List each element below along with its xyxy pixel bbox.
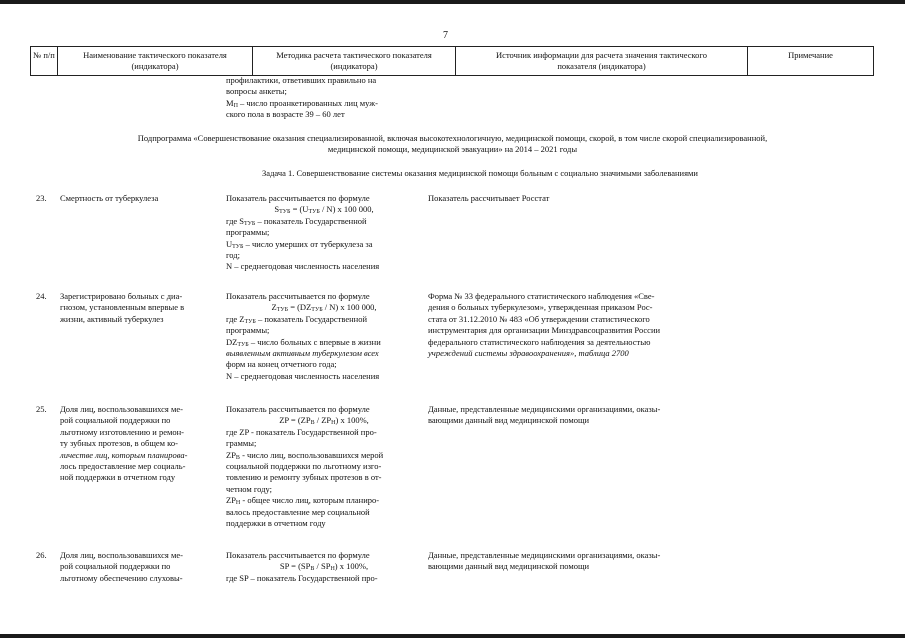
page-number: 7 (443, 30, 448, 41)
row-number: 26. (36, 550, 47, 560)
calculation-method: Показатель рассчитывается по формуле $Z_{ТУБ} = (DZ_{ТУБ} / N)$ x 100 000, где $Z_{ТУБ}$ – показатель Государственной программы; $DZ_{ТУБ}$ – число больных с впервые в жизни выявленным активным туберкулезом всех форм на конец отчетного года; N – среднегодовая численность населения (226, 291, 381, 381)
task-heading: Задача 1. Совершенствование системы оказания медицинской помощи больным с социально значимыми заболеваниями (262, 168, 698, 178)
calculation-method: Показатель рассчитывается по формуле SP = $(SP_В / SP_Н)$ x 100%, где SP – показатель Государственной про- (226, 550, 378, 583)
bottom-scan-border (0, 634, 905, 638)
row-number: 25. (36, 404, 47, 414)
information-source: Данные, представленные медицинскими организациями, оказы- вающими данный вид медицинской помощи (428, 550, 661, 572)
indicator-name: Зарегистрировано больных с диа- гнозом, установленным впервые в жизни, активный туберкулез (60, 291, 185, 324)
continuation-text: профилактики, ответивших правильно на вопросы анкеты; $М_П$ – число проанкетированных лиц муж- ского пола в возрасте 39 – 60 лет (226, 75, 378, 120)
top-scan-border (0, 0, 905, 4)
indicator-name: Смертность от туберкулеза (60, 193, 159, 203)
row-number: 24. (36, 291, 47, 301)
indicator-name: Доля лиц, воспользовавшихся ме- рой социальной поддержки по льготному изготовлению и ремон- ту зубных протезов, в общем ко- личестве лиц, которым планирова- лось предоставление мер социаль- ной поддержки в отчетном году (60, 404, 188, 483)
calculation-method: Показатель рассчитывается по формуле ZP = $(ZP_В / ZP_Н)$ x 100%, где ZP - показатель Государственной про- граммы; $ZP_В$ - число лиц, воспользовавшихся мерой социальной поддержки по льготному изго- товлению и ремонту зубных протезов в от- четном году; $ZP_Н$ - общее число лиц, которым планиро- валось предоставление мер социальной поддержки в отчетном году (226, 404, 384, 529)
header-col-method: Методика расчета тактического показателя (индикатора) (253, 47, 456, 75)
header-col-note: Примечание (748, 47, 874, 75)
information-source: Данные, представленные медицинскими организациями, оказы- вающими данный вид медицинской помощи (428, 404, 661, 426)
information-source: Показатель рассчитывает Росстат (428, 193, 550, 203)
subprogram-heading: Подпрограмма «Совершенствование оказания специализированной, включая высокотехнологичную, медицинской помощи, скорой, в том числе скорой специализированной, медицинской помощи, медицинской эвакуации» на 2014 – 2021 годы (137, 133, 768, 155)
indicator-name: Доля лиц, воспользовавшихся ме- рой социальной поддержки по льготному обеспечению слуховы- (60, 550, 183, 583)
calculation-method: Показатель рассчитывается по формуле $S_{ТУБ} = (U_{ТУБ} / N)$ x 100 000, где $S_{ТУБ}$ – показатель Государственной программы; $U_{ТУБ}$ – число умерших от туберкулеза за год; N – среднегодовая численность населения (226, 193, 380, 272)
header-col-number: № п/п (31, 47, 58, 75)
header-col-source: Источник информации для расчета значения тактического показателя (индикатора) (456, 47, 748, 75)
row-number: 23. (36, 193, 47, 203)
header-col-name: Наименование тактического показателя (индикатора) (58, 47, 253, 75)
information-source: Форма № 33 федерального статистического наблюдения «Све- дения о больных туберкулезом», утвержденная приказом Рос- стата от 31.12.2010 № 483 «Об утверждении статистического инструментария для организации Минздравсоцразвития России федерального статистического наблюдения за деятельностью учреждений системы здравоохранения», таблица 2700 (428, 291, 661, 359)
table-header (30, 46, 874, 76)
